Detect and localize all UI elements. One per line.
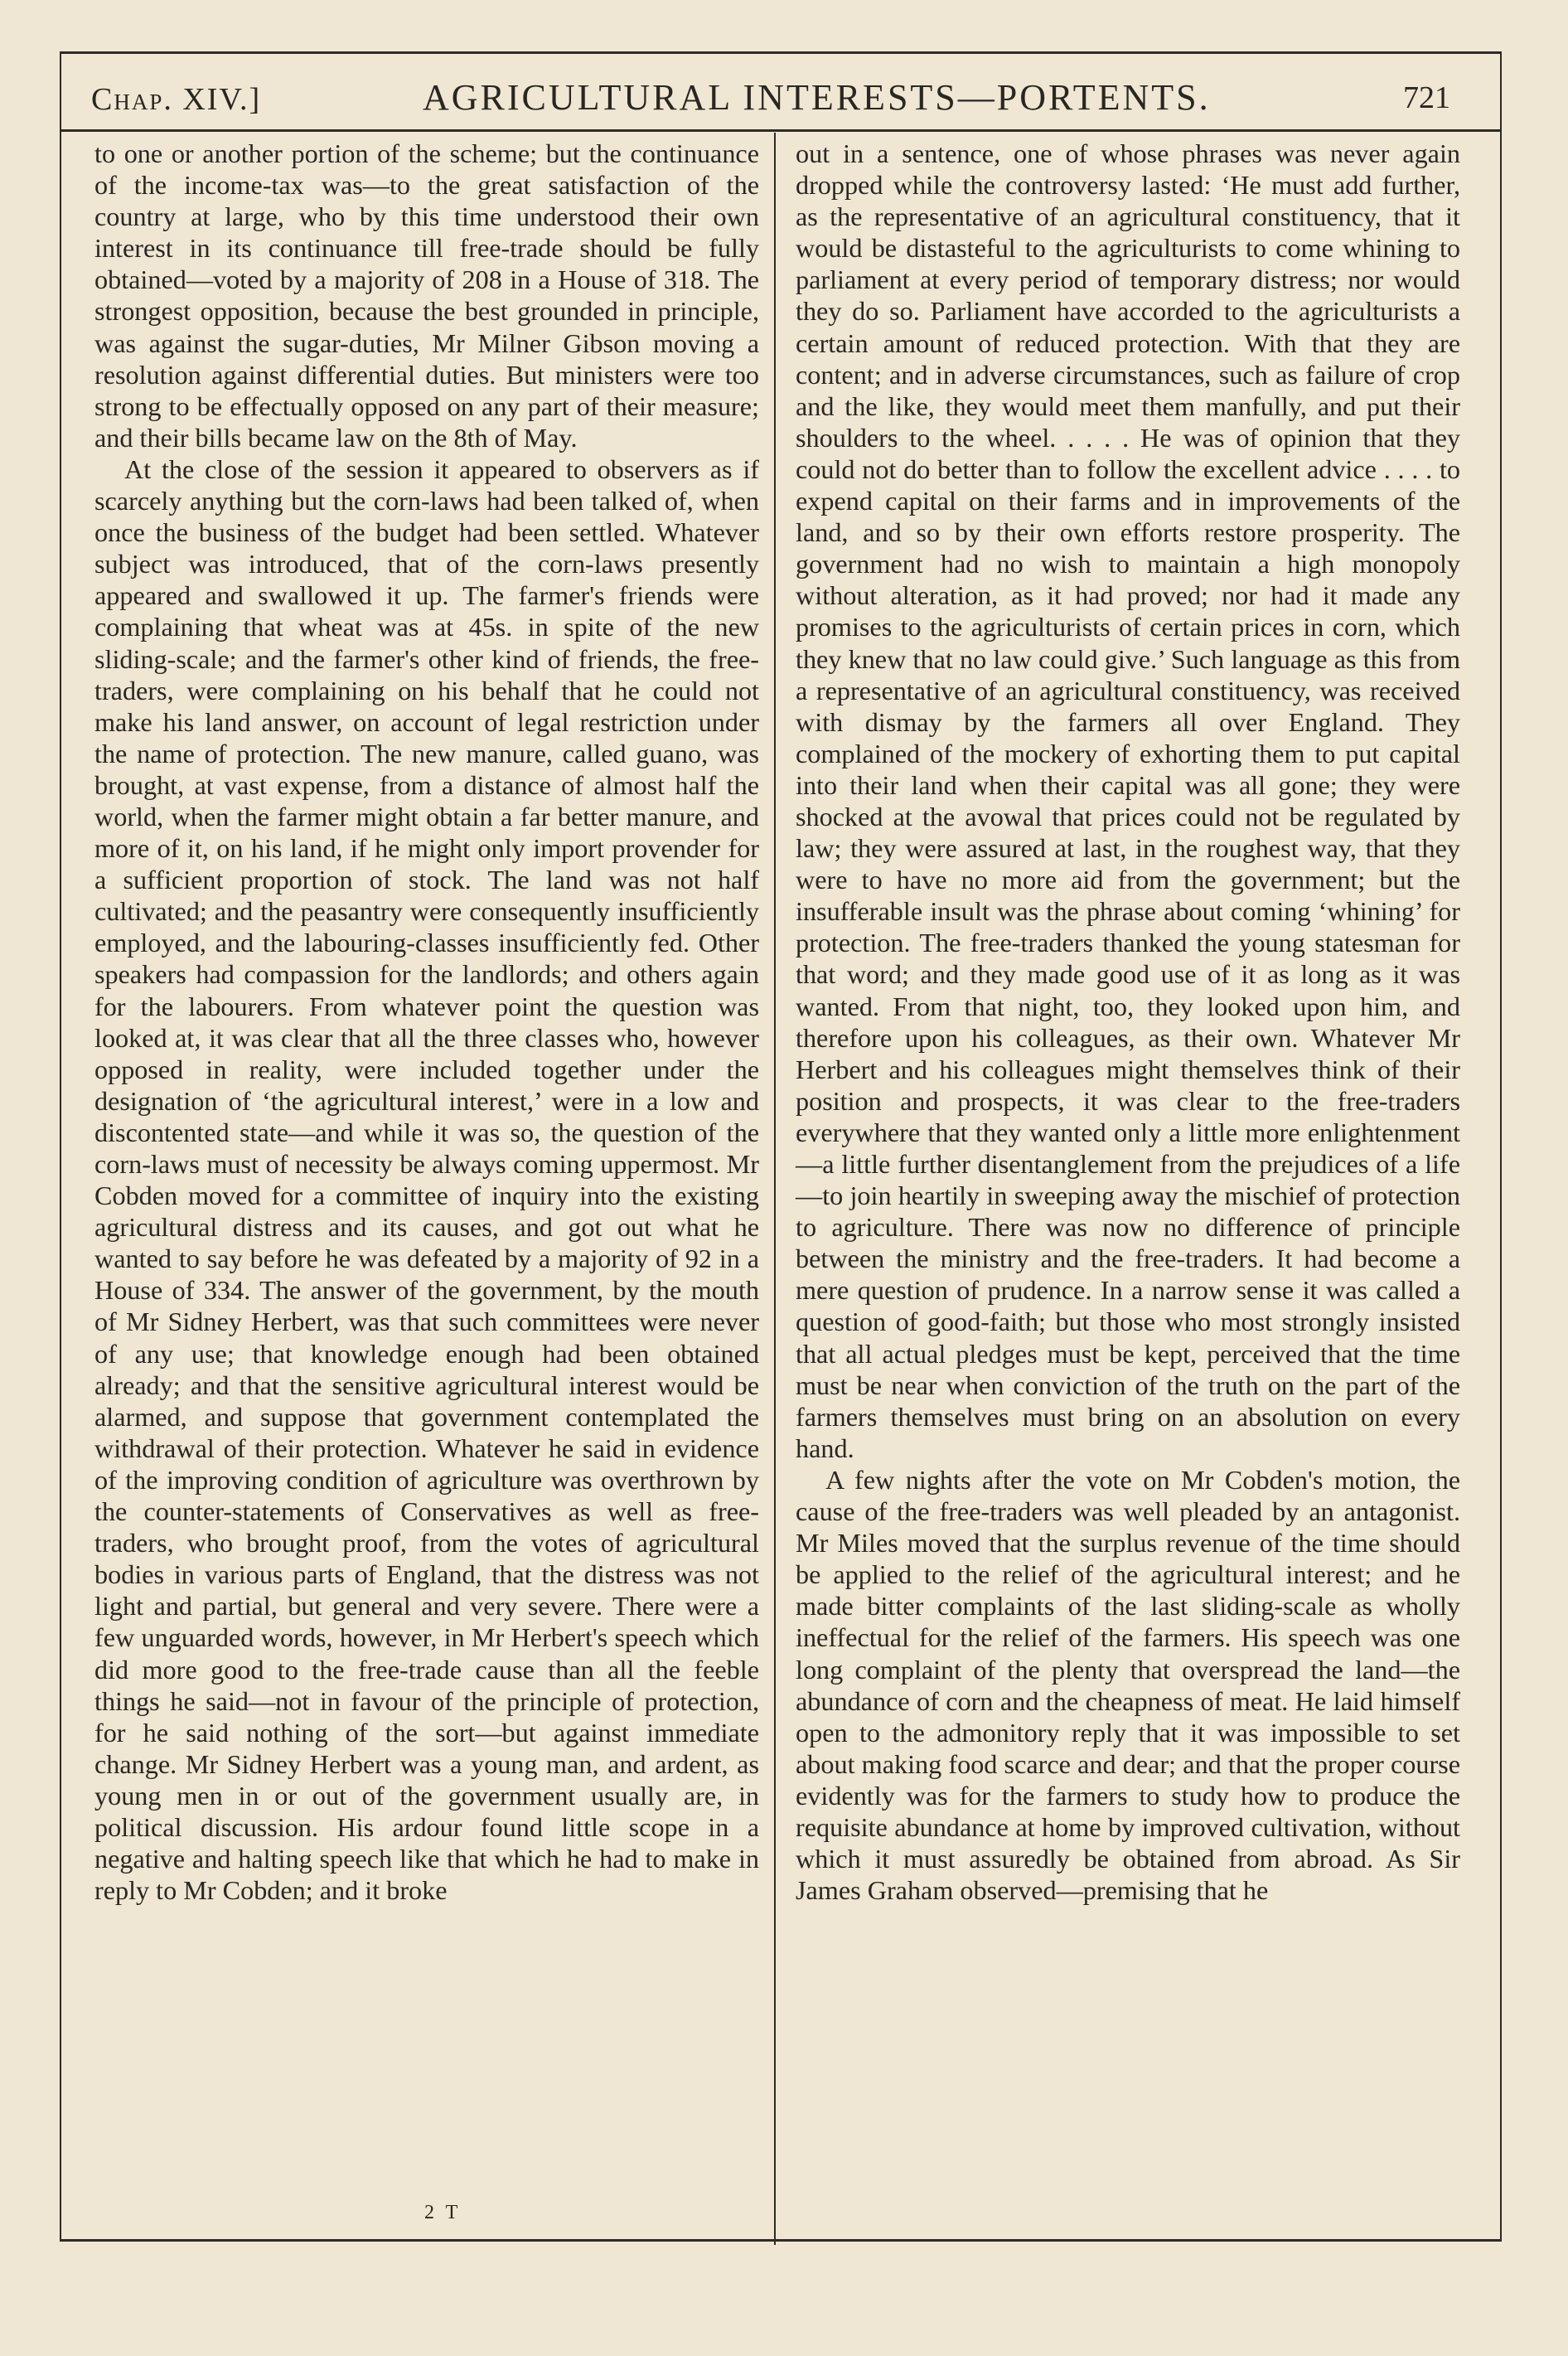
right-column: [796, 138, 1460, 1906]
paragraph: to one or another portion of the scheme; but the continuance of the income-tax was—to the great satisfaction of the country at large, who by this time understood their own interest in its continuance till free-trade should be fully obtained—voted by a majority of 208 in a House of 318. The strongest opposition, because the best grounded in principle, was against the sugar-duties, Mr Milner Gibson moving a resolution against differential duties. But ministers were too strong to be effectually opposed on any part of their measure; and their bills became law on the 8th of May.: [94, 138, 759, 453]
column-divider: [774, 133, 776, 2245]
page-number: 721: [1403, 80, 1450, 115]
chapter-label: Chap. XIV.]: [91, 82, 262, 117]
signature-mark: 2 T: [424, 2202, 462, 2223]
left-column: [94, 138, 759, 1906]
paragraph: At the close of the session it appeared to observers as if scarcely anything but the corn-laws had been talked of, when once the business of the budget had been settled. Whatever subject was introduced, that of the corn-laws presently appeared and swallowed it up. The farmer's friends were complaining that wheat was at 45s. in spite of the new sliding-scale; and the farmer's other kind of friends, the free-traders, were complaining on his behalf that he could not make his land answer, on account of legal restriction under the name of protection. The new manure, called guano, was brought, at vast expense, from a distance of almost half the world, when the farmer might obtain a far better manure, and more of it, on his land, if he might only import provender for a sufficient proportion of stock. The land was not half cultivated; and the peasantry were consequently insufficiently employed, and the labouring-classes insufficiently fed. Other speakers had compassion for the landlords; and others again for the labourers. From whatever point the question was looked at, it was clear that all the three classes who, however opposed in reality, were included together under the designation of ‘the agricultural interest,’ were in a low and discontented state—and while it was so, the question of the corn-laws must of necessity be always coming uppermost. Mr Cobden moved for a committee of inquiry into the existing agricultural distress and its causes, and got out what he wanted to say before he was defeated by a majority of 92 in a House of 334. The answer of the government, by the mouth of Mr Sidney Herbert, was that such committees were never of any use; that knowledge enough had been obtained already; and that the sensitive agricultural interest would be alarmed, and suppose that government contemplated the withdrawal of their protection. Whatever he said in evidence of the improving condition of agriculture was overthrown by the counter-statements of Conservatives as well as free-traders, who brought proof, from the votes of agricultural bodies in various parts of England, that the distress was not light and partial, but general and very severe. There were a few unguarded words, however, in Mr Herbert's speech which did more good to the free-trade cause than all the feeble things he said—not in favour of the principle of protection, for he said nothing of the sort—but against immediate change. Mr Sidney Herbert was a young man, and ardent, as young men in or out of the government usually are, in political discussion. His ardour found little scope in a negative and halting speech like that which he had to make in reply to Mr Cobden; and it broke: [94, 453, 759, 1906]
paragraph: A few nights after the vote on Mr Cobden's motion, the cause of the free-traders was well pleaded by an antagonist. Mr Miles moved that the surplus revenue of the time should be applied to the relief of the agricultural interest; and he made bitter complaints of the last sliding-scale as wholly ineffectual for the relief of the farmers. His speech was one long complaint of the plenty that overspread the land—the abundance of corn and the cheapness of meat. He laid himself open to the admonitory reply that it was impossible to set about making food scarce and dear; and that the proper course evidently was for the farmers to study how to produce the requisite abundance at home by improved cultivation, without which it must assuredly be obtained from abroad. As Sir James Graham observed—premising that he: [796, 1464, 1460, 1906]
header-rule: [60, 129, 1502, 132]
running-header: [91, 76, 1450, 126]
paragraph: out in a sentence, one of whose phrases was never again dropped while the controversy lasted: ‘He must add further, as the representative of an agricultural constituency, that it would be distasteful to the agriculturists to come whining to parliament at every period of temporary distress; nor would they do so. Parliament have accorded to the agriculturists a certain amount of reduced protection. With that they are content; and in adverse circumstances, such as failure of crop and the like, they would meet them manfully, and put their shoulders to the wheel. . . . . He was of opinion that they could not do better than to follow the excellent advice . . . . to expend capital on their farms and in improvements of the land, and so by their own efforts restore prosperity. The government had no wish to maintain a high monopoly without alteration, as it had proved; nor had it made any promises to the agriculturists of certain prices in corn, which they knew that no law could give.’ Such language as this from a representative of an agricultural constituency, was received with dismay by the farmers all over England. They complained of the mockery of exhorting them to put capital into their land when their capital was all gone; they were shocked at the avowal that prices could not be regulated by law; they were assured at last, in the roughest way, that they were to have no more aid from the government; but the insufferable insult was the phrase about coming ‘whining’ for protection. The free-traders thanked the young statesman for that word; and they made good use of it as long as it was wanted. From that night, too, they looked upon him, and therefore upon his colleagues, as their own. Whatever Mr Herbert and his colleagues might themselves think of their position and prospects, it was clear to the free-traders everywhere that they wanted only a little more enlightenment—a little further disentanglement from the prejudices of a life—to join heartily in sweeping away the mischief of protection to agriculture. There was now no difference of principle between the ministry and the free-traders. It had become a mere question of prudence. In a narrow sense it was called a question of good-faith; but those who most strongly insisted that all actual pledges must be kept, perceived that the time must be near when conviction of the truth on the part of the farmers themselves must bring on an absolution on every hand.: [796, 138, 1460, 1463]
running-title: AGRICULTURAL INTERESTS—PORTENTS.: [423, 77, 1211, 118]
